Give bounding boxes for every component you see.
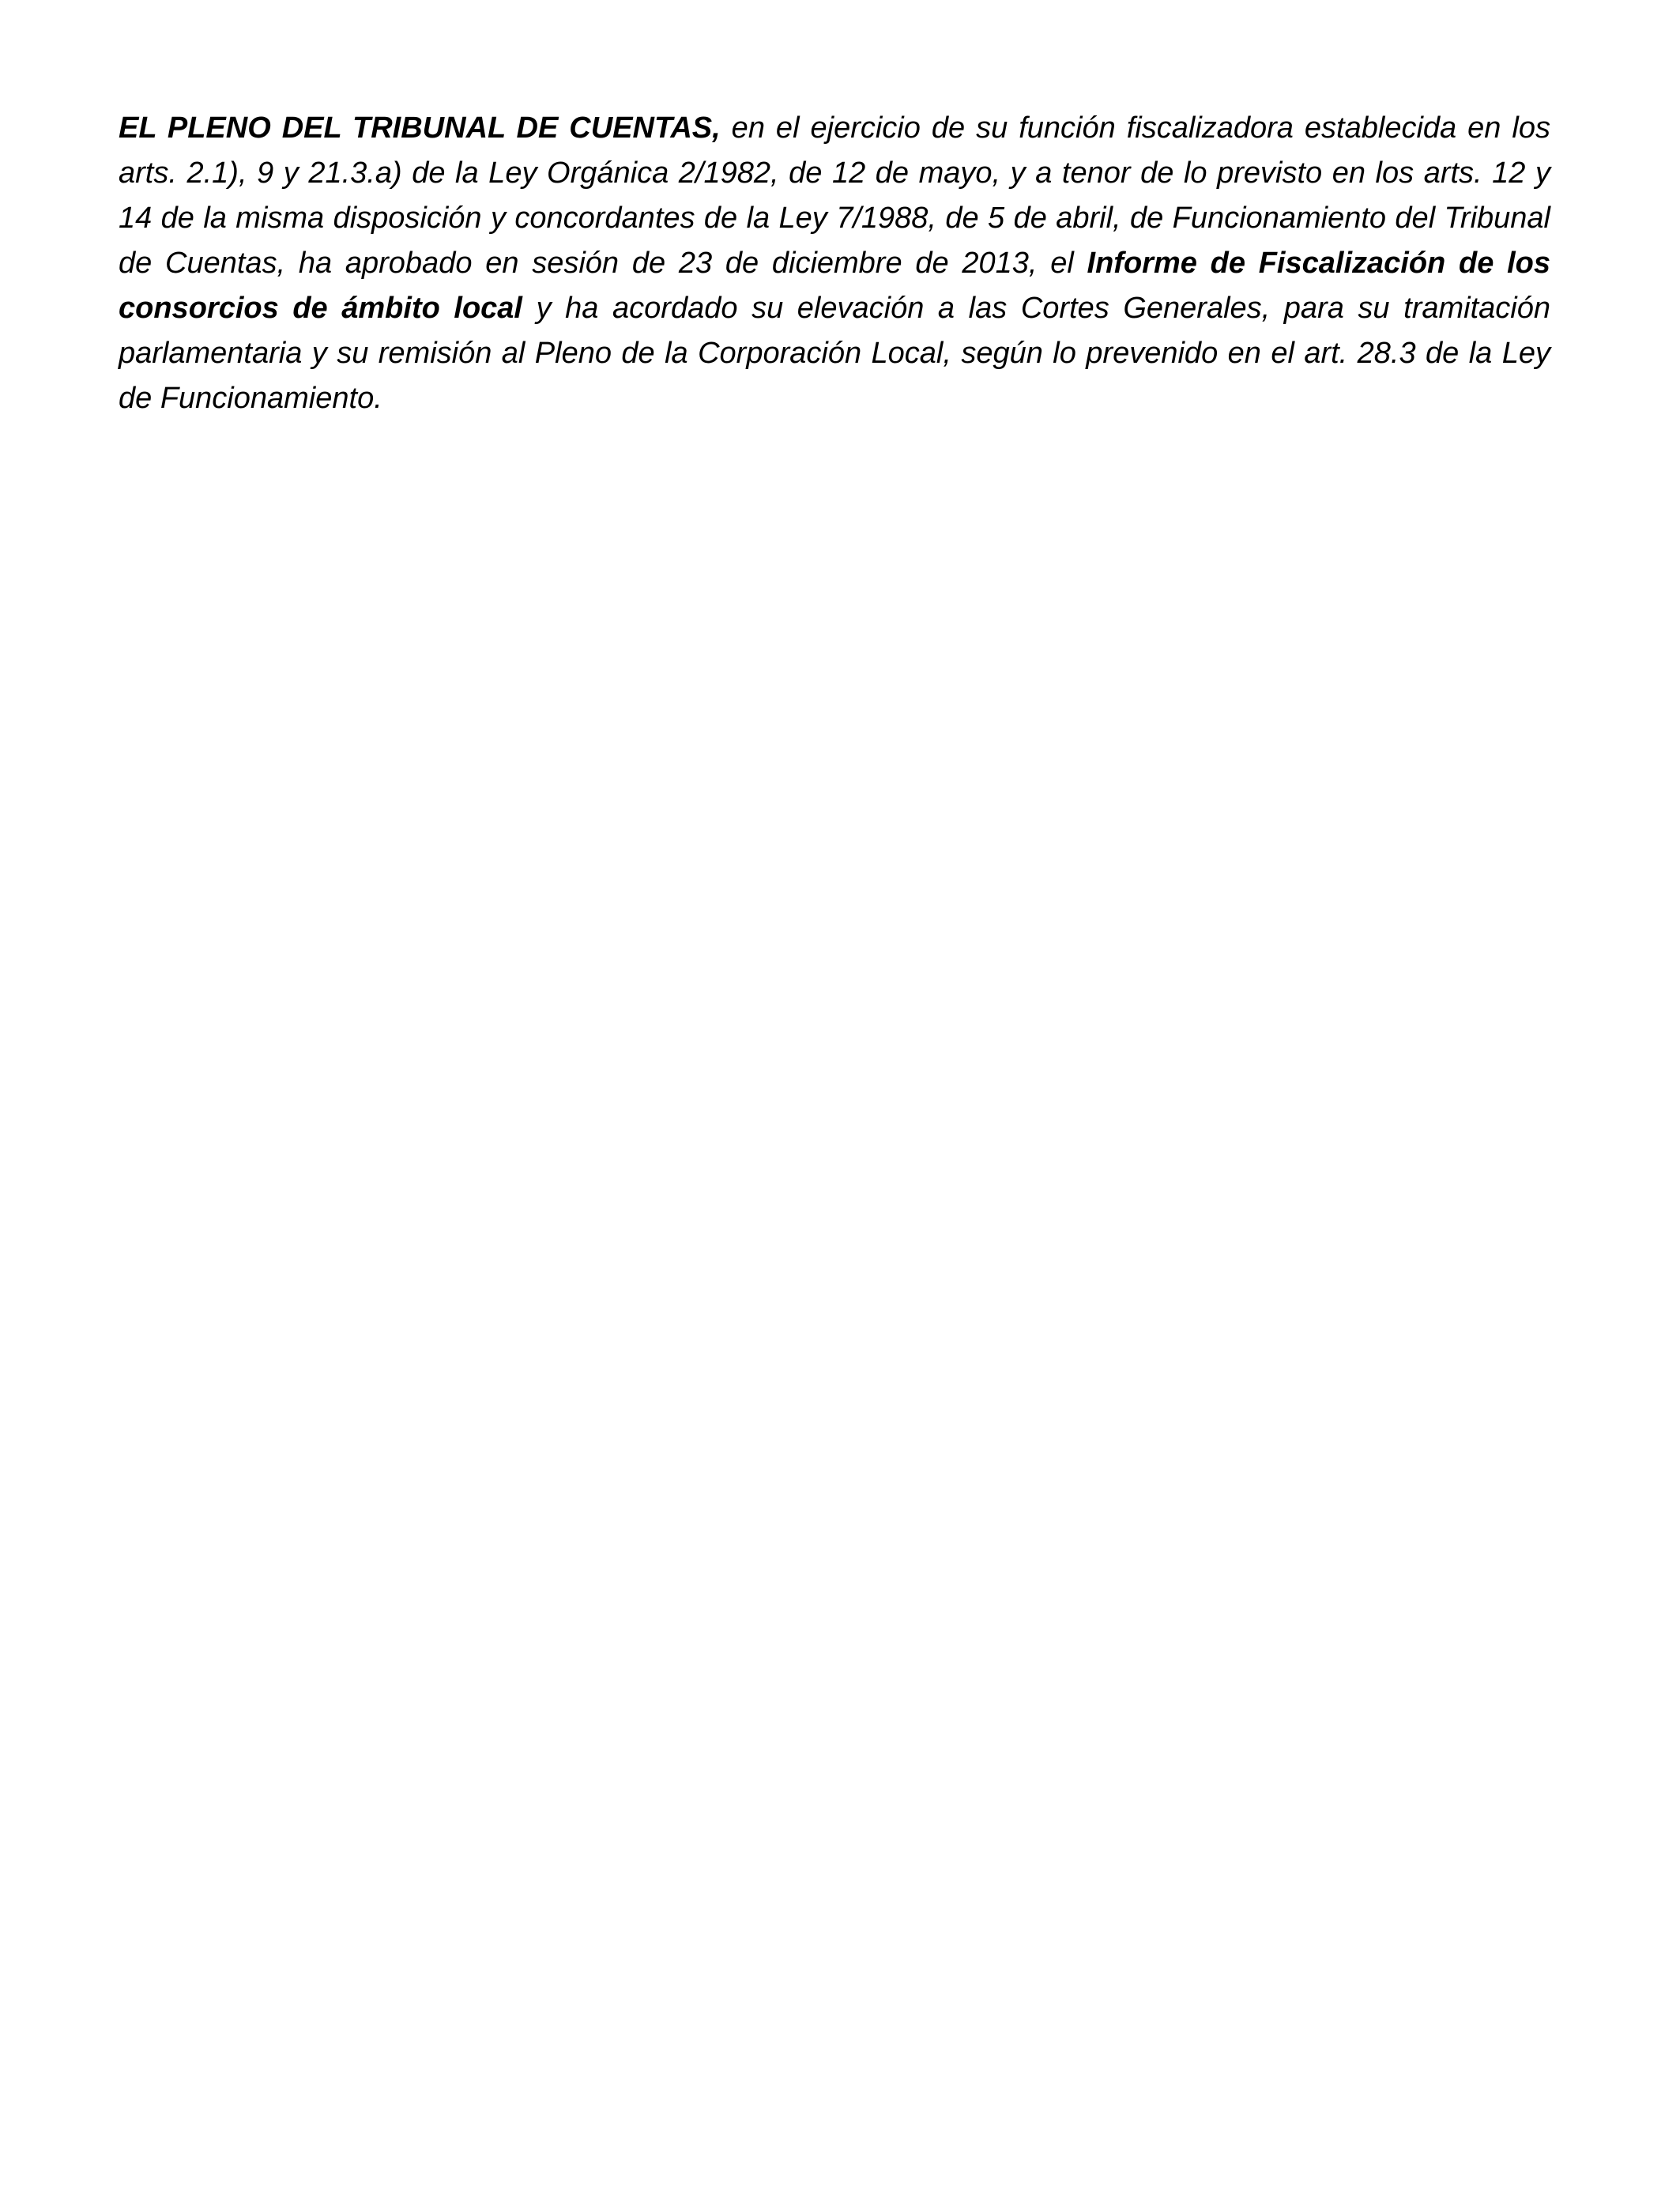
report-title-text: Informe de Fiscalización de los consorcios de ámbito local bbox=[119, 247, 1550, 325]
paragraph-text-part1: en el ejercicio de su función fiscalizadora establecida en los arts. 2.1), 9 y 21.3.a) de la Ley Orgánica 2/1982, de 12 de mayo, y a tenor de lo previsto en los arts. 12 y 14 de la misma disposición y concordantes de la Ley 7/1988, de 5 de abril, de Funcionamiento del Tribunal de Cuentas, ha aprobado en sesión de 23 de diciembre de 2013, el bbox=[119, 111, 1550, 280]
tribunal-lead-text: EL PLENO DEL TRIBUNAL DE CUENTAS, bbox=[119, 111, 721, 145]
paragraph-text-part2: y ha acordado su elevación a las Cortes Generales, para su tramitación parlamentaria y su remisión al Pleno de la Corporación Local, según lo prevenido en el art. 28.3 de la Ley de Funcionamiento. bbox=[119, 292, 1550, 415]
resolution-paragraph bbox=[119, 106, 1550, 421]
